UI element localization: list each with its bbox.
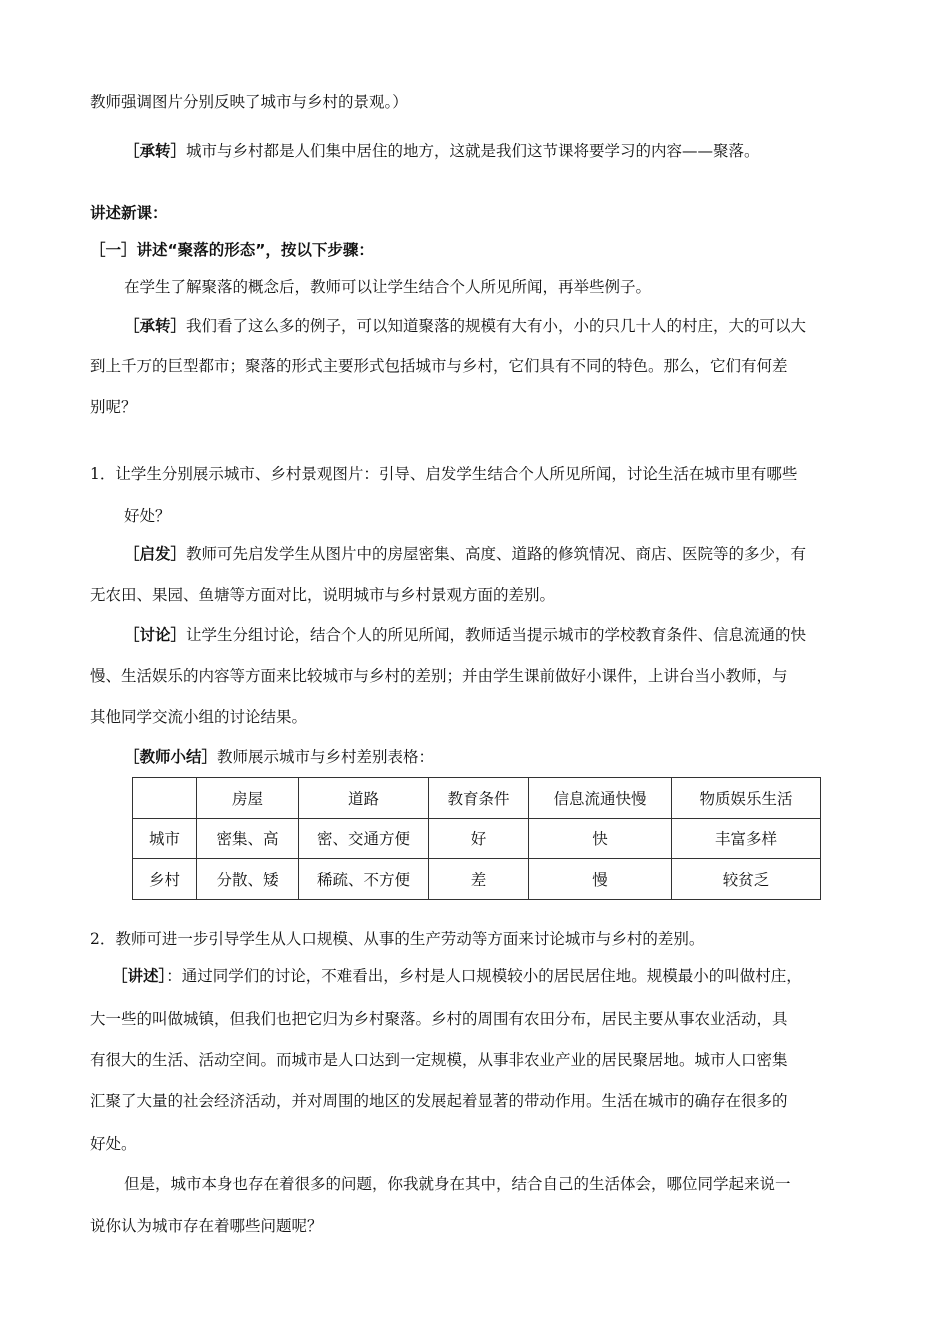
text-line [124, 544, 806, 564]
line-text: 教师可先启发学生从图片中的房屋密集、高度、道路的修筑情况、商店、医院等的多少，有 [186, 545, 807, 563]
table-cell: 丰富多样 [672, 818, 821, 859]
table-row [133, 818, 821, 859]
table-cell: 密、交通方便 [299, 818, 429, 859]
table-cell: 慢 [529, 859, 672, 900]
text-line [124, 141, 760, 161]
tag-label: ［承转］ [124, 317, 187, 335]
text-line: 说你认为城市存在着哪些问题呢？ [90, 1217, 323, 1235]
tag-label: ［讲述］ [112, 967, 167, 985]
text-line: 到上千万的巨型都市；聚落的形式主要形式包括城市与乡村，它们具有不同的特色。那么，它们有何差 [90, 357, 788, 375]
text-line: 好处。 [90, 1135, 137, 1153]
line-text: 让学生分组讨论，结合个人的所见所闻，教师适当提示城市的学校教育条件、信息流通的快 [186, 626, 807, 644]
text-line: 在学生了解聚落的概念后，教师可以让学生结合个人所见所闻，再举些例子。 [124, 278, 652, 296]
line-text: 城市与乡村都是人们集中居住的地方，这就是我们这节课将要学习的内容——聚落。 [186, 142, 760, 160]
tag-label: ［教师小结］ [124, 748, 218, 766]
text-line: 无农田、果园、鱼塘等方面对比，说明城市与乡村景观方面的差别。 [90, 586, 556, 604]
text-line: 其他同学交流小组的讨论结果。 [90, 708, 308, 726]
table-cell: 稀疏、不方便 [299, 859, 429, 900]
header-cell: 房屋 [197, 778, 299, 819]
table-row [133, 859, 821, 900]
comparison-table [132, 777, 821, 900]
text-line: 慢、生活娱乐的内容等方面来比较城市与乡村的差别；并由学生课前做好小课件，上讲台当小教师，与 [90, 667, 788, 685]
tag-label: ［承转］ [124, 142, 187, 160]
text-line: 汇聚了大量的社会经济活动，并对周围的地区的发展起着显著的带动作用。生活在城市的确存在很多的 [90, 1092, 788, 1110]
section-heading: 讲述新课： [90, 204, 168, 222]
header-cell [133, 778, 197, 819]
list-item-2: 2．教师可进一步引导学生从人口规模、从事的生产劳动等方面来讨论城市与乡村的差别。 [90, 930, 705, 948]
table-cell: 分散、矮 [197, 859, 299, 900]
tag-label: ［讨论］ [124, 626, 187, 644]
header-cell: 道路 [299, 778, 429, 819]
line-text: 教师展示城市与乡村差别表格： [217, 748, 435, 766]
text-line [124, 747, 434, 767]
list-item-1: 1．让学生分别展示城市、乡村景观图片：引导、启发学生结合个人所见所闻，讨论生活在城市里有哪些 [90, 465, 798, 483]
text-line: 但是，城市本身也存在着很多的问题，你我就身在其中，结合自己的生活体会，哪位同学起来说一 [124, 1175, 791, 1193]
text-line [124, 625, 806, 645]
table-cell: 好 [429, 818, 529, 859]
header-cell: 物质娱乐生活 [672, 778, 821, 819]
table-cell: 差 [429, 859, 529, 900]
text-line: 别呢？ [90, 398, 137, 416]
text-line: 有很大的生活、活动空间。而城市是人口达到一定规模，从事非农业产业的居民聚居地。城市人口密集 [90, 1051, 788, 1069]
text-line [124, 316, 806, 336]
header-cell: 信息流通快慢 [529, 778, 672, 819]
table-cell: 城市 [133, 818, 197, 859]
tag-label: ［启发］ [124, 545, 187, 563]
table-cell: 乡村 [133, 859, 197, 900]
text-line: 大一些的叫做城镇，但我们也把它归为乡村聚落。乡村的周围有农田分布，居民主要从事农业活动，具 [90, 1010, 788, 1028]
text-line [112, 966, 802, 986]
text-line: 好处？ [124, 507, 171, 525]
line-text: ：通过同学们的讨论，不难看出，乡村是人口规模较小的居民居住地。规模最小的叫做村庄， [166, 967, 802, 985]
table-cell: 快 [529, 818, 672, 859]
table-cell: 密集、高 [197, 818, 299, 859]
table-header-row [133, 778, 821, 819]
line-text: 我们看了这么多的例子，可以知道聚落的规模有大有小，小的只几十人的村庄，大的可以大 [186, 317, 807, 335]
table-cell: 较贫乏 [672, 859, 821, 900]
header-cell: 教育条件 [429, 778, 529, 819]
text-line: 教师强调图片分别反映了城市与乡村的景观。） [90, 93, 408, 111]
subsection-heading: ［一］讲述“聚落的形态”，按以下步骤： [90, 241, 374, 259]
